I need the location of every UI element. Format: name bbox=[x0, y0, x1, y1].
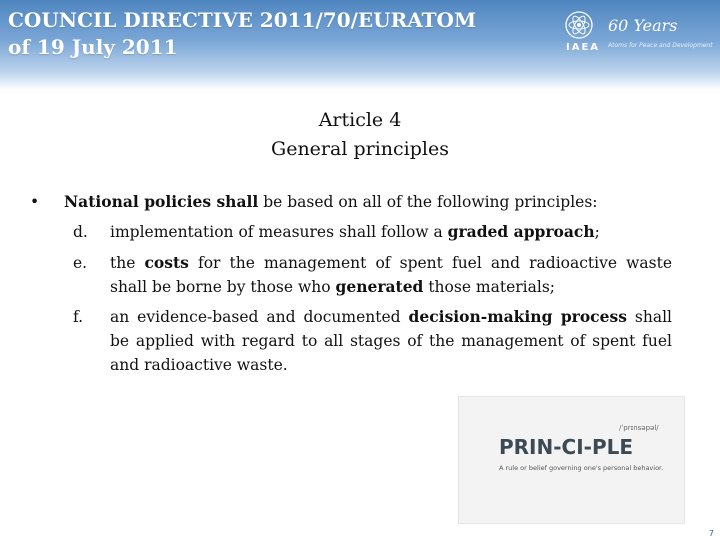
lead-text: be based on all of the following principles: bbox=[258, 193, 598, 211]
text-run: shall be applied with regard to all stages of the management of spent fuel and radioactive waste. bbox=[110, 308, 672, 374]
list-item-text bbox=[110, 251, 672, 299]
list-marker: e. bbox=[73, 254, 88, 272]
article-number: Article 4 bbox=[318, 109, 402, 131]
definition-text: A rule or belief governing one's personal behavior. bbox=[499, 464, 664, 472]
bullet-marker: • bbox=[30, 193, 40, 211]
article-title: General principles bbox=[271, 138, 449, 160]
text-run: the bbox=[110, 254, 145, 272]
page-number: 7 bbox=[708, 529, 714, 538]
lead-bold-text: National policies shall bbox=[64, 192, 259, 211]
bold-run: graded approach bbox=[447, 222, 595, 241]
text-run: those materials; bbox=[423, 278, 556, 296]
text-run: for the management of spent fuel and radioactive waste shall be borne by those who bbox=[110, 254, 672, 296]
text-run: implementation of measures shall follow a bbox=[110, 223, 448, 241]
text-run: an evidence-based and documented bbox=[110, 308, 409, 326]
list-marker: f. bbox=[73, 308, 84, 326]
logo-years: 60 Years bbox=[608, 16, 678, 35]
bold-run: generated bbox=[335, 277, 424, 296]
list-item-text bbox=[110, 305, 672, 377]
slide-title-line2: of 19 July 2011 bbox=[8, 35, 178, 59]
pronunciation-text: /ˈprɪnsəpəl/ bbox=[619, 424, 659, 432]
principle-word: PRIN-CI-PLE bbox=[499, 435, 634, 459]
slide-title-line1: COUNCIL DIRECTIVE 2011/70/EURATOM bbox=[8, 8, 477, 32]
logo-org-name: IAEA bbox=[566, 42, 601, 53]
bold-run: decision-making process bbox=[408, 307, 627, 326]
logo-tagline: Atoms for Peace and Development bbox=[608, 42, 713, 49]
header-banner bbox=[0, 0, 720, 90]
list-marker: d. bbox=[73, 223, 88, 241]
principle-definition-image bbox=[458, 396, 685, 524]
text-run: ; bbox=[594, 223, 600, 241]
list-item-text bbox=[110, 220, 672, 244]
lead-bullet-point bbox=[30, 192, 598, 211]
iaea-logo bbox=[560, 10, 720, 60]
slide-title bbox=[8, 7, 476, 61]
iaea-emblem-icon bbox=[564, 10, 594, 40]
bold-run: costs bbox=[144, 253, 189, 272]
article-heading bbox=[0, 106, 720, 164]
